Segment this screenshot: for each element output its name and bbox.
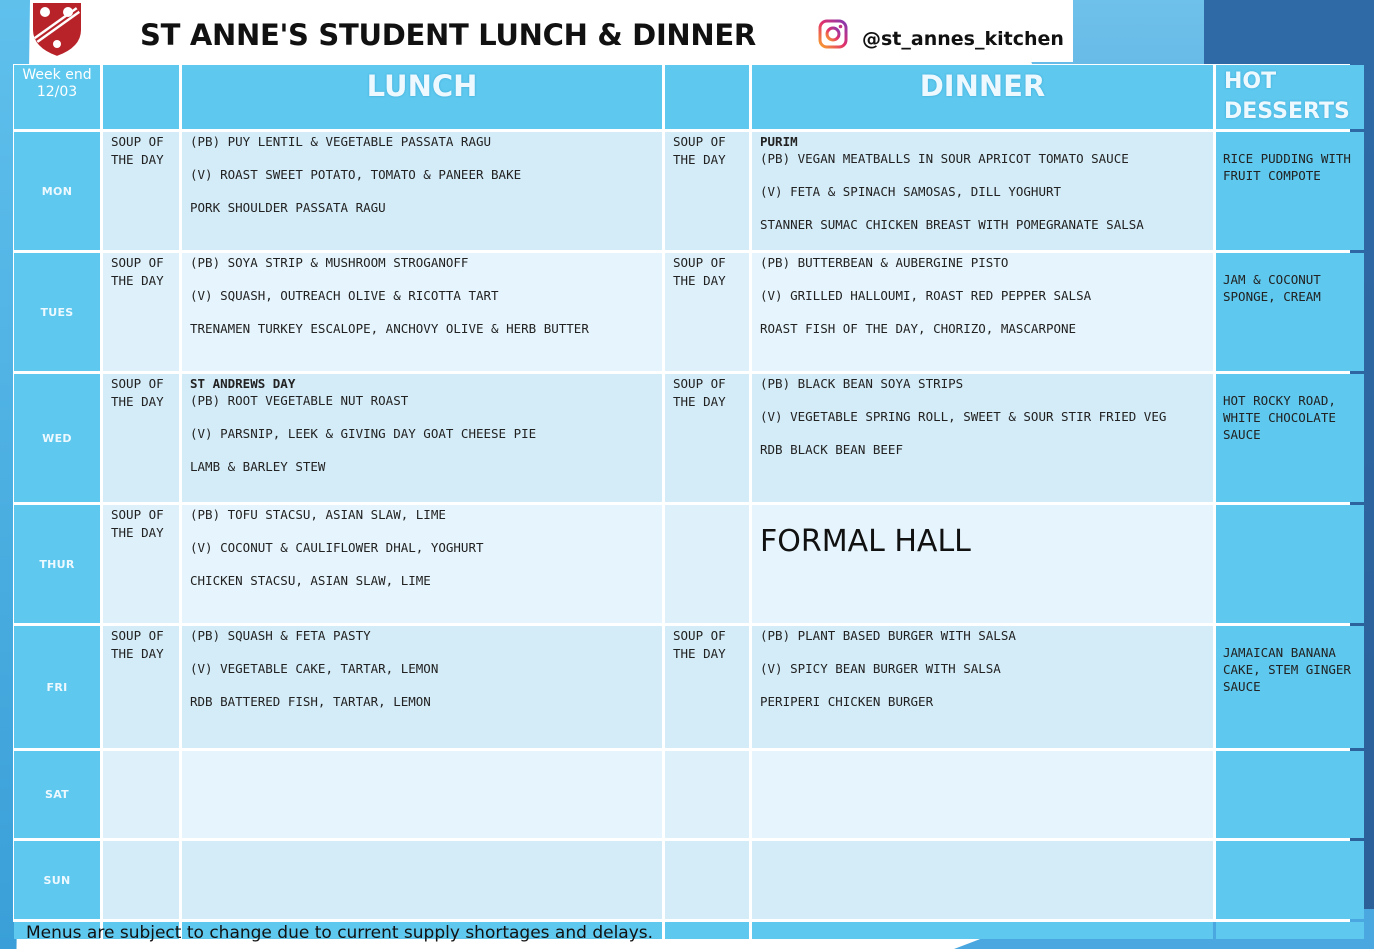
soup-line: THE DAY xyxy=(673,152,726,167)
day-label: TUES xyxy=(40,305,74,319)
menu-item: ROAST FISH OF THE DAY, CHORIZO, MASCARPONE xyxy=(760,321,1077,336)
dinner-soup-sun xyxy=(665,841,749,919)
formal-hall-note: FORMAL HALL xyxy=(752,505,1213,623)
soup-line: THE DAY xyxy=(673,646,726,661)
day-label: FRI xyxy=(46,680,68,694)
soup-line: THE DAY xyxy=(111,646,164,661)
menu-item: (V) SQUASH, OUTREACH OLIVE & RICOTTA TART xyxy=(190,288,499,303)
page-title: ST ANNE'S STUDENT LUNCH & DINNER xyxy=(140,18,756,52)
menu-item: (PB) BLACK BEAN SOYA STRIPS xyxy=(760,376,964,391)
menu-item: (V) ROAST SWEET POTATO, TOMATO & PANEER BAKE xyxy=(190,167,522,182)
day-label: SUN xyxy=(43,873,71,887)
day-wed xyxy=(14,374,100,502)
soup-line: SOUP OF xyxy=(673,134,726,149)
menu-item: (PB) PUY LENTIL & VEGETABLE PASSATA RAGU xyxy=(190,134,492,149)
hot-desserts-line2: DESSERTS xyxy=(1224,99,1350,124)
dinner-soup-header xyxy=(665,65,749,129)
menu-item: (PB) SQUASH & FETA PASTY xyxy=(190,628,371,643)
menu-table xyxy=(13,64,1350,922)
soup-line: SOUP OF xyxy=(673,376,726,391)
soup-line: THE DAY xyxy=(111,525,164,540)
week-end-text: Week end xyxy=(22,67,92,83)
dessert-mon xyxy=(1216,132,1364,250)
menu-item: CHICKEN STACSU, ASIAN SLAW, LIME xyxy=(190,573,431,588)
soup-line: SOUP OF xyxy=(111,134,164,149)
day-sat xyxy=(14,751,100,838)
menu-item: (PB) BUTTERBEAN & AUBERGINE PISTO xyxy=(760,255,1009,270)
soup-line: THE DAY xyxy=(111,394,164,409)
dessert-tues xyxy=(1216,253,1364,371)
dinner-soup-wed xyxy=(665,374,749,502)
menu-item: RDB BATTERED FISH, TARTAR, LEMON xyxy=(190,694,431,709)
hot-desserts-header xyxy=(1216,65,1364,129)
dinner-soup-fri xyxy=(665,626,749,748)
menu-item: (V) COCONUT & CAULIFLOWER DHAL, YOGHURT xyxy=(190,540,484,555)
lunch-thur xyxy=(182,505,662,623)
menu-item: (V) PARSNIP, LEEK & GIVING DAY GOAT CHEESE PIE xyxy=(190,426,537,441)
day-fri xyxy=(14,626,100,748)
menu-item: TRENAMEN TURKEY ESCALOPE, ANCHOVY OLIVE & HERB BUTTER xyxy=(190,321,589,336)
lunch-soup-sat xyxy=(103,751,179,838)
dessert-line: JAM & COCONUT xyxy=(1223,272,1321,287)
lunch-soup-sun xyxy=(103,841,179,919)
day-mon xyxy=(14,132,100,250)
dessert-line: FRUIT COMPOTE xyxy=(1223,168,1321,183)
college-crest-icon xyxy=(30,0,84,58)
menu-item: LAMB & BARLEY STEW xyxy=(190,459,326,474)
dessert-line: SAUCE xyxy=(1223,679,1261,694)
menu-item: RDB BLACK BEAN BEEF xyxy=(760,442,903,457)
menu-item: STANNER SUMAC CHICKEN BREAST WITH POMEGRANATE SALSA xyxy=(760,217,1144,232)
day-label: THUR xyxy=(39,557,75,571)
dinner-header: DINNER xyxy=(752,65,1213,129)
dessert-fri xyxy=(1216,626,1364,748)
dessert-wed xyxy=(1216,374,1364,502)
lunch-soup-wed xyxy=(103,374,179,502)
soup-line: THE DAY xyxy=(673,394,726,409)
soup-line: THE DAY xyxy=(111,152,164,167)
week-label xyxy=(14,65,100,129)
dinner-soup-tues xyxy=(665,253,749,371)
footer-note: Menus are subject to change due to current supply shortages and delays. xyxy=(26,923,654,943)
dessert-thur xyxy=(1216,505,1364,623)
lunch-sun xyxy=(182,841,662,919)
day-label: MON xyxy=(41,184,73,198)
menu-item: (V) VEGETABLE SPRING ROLL, SWEET & SOUR STIR FRIED VEG xyxy=(760,409,1167,424)
menu-item: (PB) VEGAN MEATBALLS IN SOUR APRICOT TOMATO SAUCE xyxy=(760,151,1129,166)
dinner-fri xyxy=(752,626,1213,748)
soup-line: SOUP OF xyxy=(673,628,726,643)
menu-item: (PB) PLANT BASED BURGER WITH SALSA xyxy=(760,628,1016,643)
soup-line: SOUP OF xyxy=(111,628,164,643)
table-footer-cell xyxy=(1216,922,1364,939)
menu-item: PERIPERI CHICKEN BURGER xyxy=(760,694,934,709)
dessert-line: HOT ROCKY ROAD, xyxy=(1223,393,1336,408)
day-tues xyxy=(14,253,100,371)
dessert-sun xyxy=(1216,841,1364,919)
soup-line: SOUP OF xyxy=(673,255,726,270)
lunch-mon xyxy=(182,132,662,250)
dinner-wed xyxy=(752,374,1213,502)
soup-line: SOUP OF xyxy=(111,376,164,391)
menu-item: (V) FETA & SPINACH SAMOSAS, DILL YOGHURT xyxy=(760,184,1062,199)
hot-desserts-line1: HOT xyxy=(1224,69,1277,94)
dessert-sat xyxy=(1216,751,1364,838)
dinner-mon xyxy=(752,132,1213,250)
week-date: 12/03 xyxy=(36,84,78,100)
lunch-tues xyxy=(182,253,662,371)
menu-item: (V) GRILLED HALLOUMI, ROAST RED PEPPER SALSA xyxy=(760,288,1092,303)
menu-item: (PB) ROOT VEGETABLE NUT ROAST xyxy=(190,393,409,408)
dessert-line: RICE PUDDING WITH xyxy=(1223,151,1351,166)
lunch-soup-fri xyxy=(103,626,179,748)
lunch-fri xyxy=(182,626,662,748)
special-day-note: ST ANDREWS DAY xyxy=(190,376,296,391)
soup-line: SOUP OF xyxy=(111,507,164,522)
dessert-line: WHITE CHOCOLATE xyxy=(1223,410,1336,425)
dinner-soup-thur xyxy=(665,505,749,623)
instagram-icon xyxy=(818,19,848,49)
soup-line: THE DAY xyxy=(111,273,164,288)
lunch-wed xyxy=(182,374,662,502)
table-footer-cell xyxy=(665,922,749,939)
soup-line: SOUP OF xyxy=(111,255,164,270)
menu-item: PORK SHOULDER PASSATA RAGU xyxy=(190,200,386,215)
lunch-soup-header xyxy=(103,65,179,129)
dinner-soup-sat xyxy=(665,751,749,838)
dinner-sun xyxy=(752,841,1213,919)
dessert-line: SPONGE, CREAM xyxy=(1223,289,1321,304)
instagram-handle[interactable]: @st_annes_kitchen xyxy=(862,28,1064,50)
menu-item: (V) SPICY BEAN BURGER WITH SALSA xyxy=(760,661,1001,676)
menu-item: (PB) TOFU STACSU, ASIAN SLAW, LIME xyxy=(190,507,446,522)
dessert-line: CAKE, STEM GINGER xyxy=(1223,662,1351,677)
special-day-note: PURIM xyxy=(760,134,798,149)
day-label: SAT xyxy=(45,788,69,801)
day-label: WED xyxy=(42,431,72,445)
dinner-soup-mon xyxy=(665,132,749,250)
day-thur xyxy=(14,505,100,623)
day-sun xyxy=(14,841,100,919)
lunch-soup-tues xyxy=(103,253,179,371)
dinner-tues xyxy=(752,253,1213,371)
soup-line: THE DAY xyxy=(673,273,726,288)
lunch-soup-thur xyxy=(103,505,179,623)
lunch-header: LUNCH xyxy=(182,65,662,129)
dessert-line: JAMAICAN BANANA xyxy=(1223,645,1336,660)
menu-item: (V) VEGETABLE CAKE, TARTAR, LEMON xyxy=(190,661,439,676)
table-footer-cell xyxy=(752,922,1213,939)
lunch-soup-mon xyxy=(103,132,179,250)
lunch-sat xyxy=(182,751,662,838)
dinner-sat xyxy=(752,751,1213,838)
dessert-line: SAUCE xyxy=(1223,427,1261,442)
menu-item: (PB) SOYA STRIP & MUSHROOM STROGANOFF xyxy=(190,255,469,270)
